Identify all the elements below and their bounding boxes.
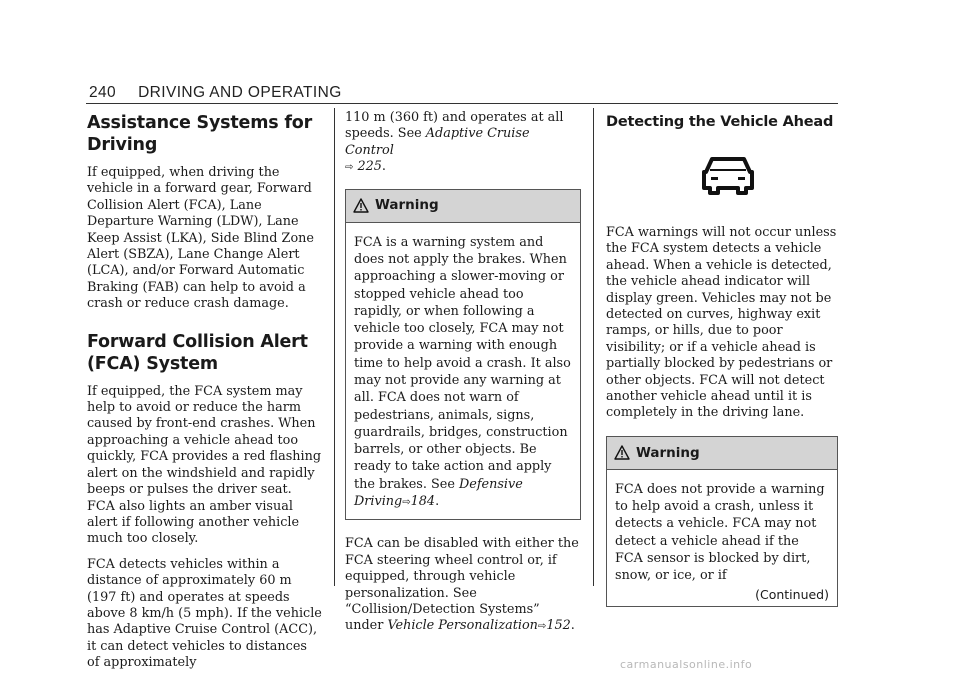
paragraph-detecting-vehicle: FCA warnings will not occur unless the FCA system detects a vehicle ahead. When a vehicle is detected, the vehicle ahead indicator will display green. Vehicles may not be detected on curves, highway exit ramps, or hills, due to poor visibility; or if a vehicle ahead is partially blocked by pedestrians or other objects. FCA will not detect another vehicle ahead until it is completely in the driving lane.: [606, 225, 837, 421]
warning-text: FCA does not provide a warning to help avoid a crash, unless it detects a vehicle. FCA may not detect a vehicle ahead if the FCA sensor is blocked by dirt, snow, or ice, or if: [615, 481, 825, 584]
column-divider-2: [593, 108, 594, 586]
warning-body: FCA is a warning system and does not apply the brakes. When approaching a slower-moving or stopped vehicle ahead too rapidly, or when following a vehicle too closely, FCA may not provide a warning with enough time to help avoid a crash. It also may not provide any warning at all. FCA does not warn of pedestrians, animals, signs, guardrails, bridges, construction barrels, or other objects. Be ready to take action and apply the brakes. See Defensive Driving⇨184.: [354, 234, 571, 510]
paragraph-fca-intro: If equipped, the FCA system may help to avoid or reduce the harm caused by front-end crashes. When approaching a vehicle ahead too quickly, FCA provides a red flashing alert on the windshield and rapidly beeps or pulses the driver seat. FCA also lights an amber visual alert if following another vehicle much too closely.: [87, 383, 322, 547]
warning-header: [346, 190, 580, 223]
watermark: carmanualsonline.info: [620, 658, 753, 671]
page-ref-225[interactable]: 225: [357, 159, 382, 175]
page-header: [89, 84, 342, 102]
warning-box-fca: [345, 189, 581, 521]
vehicle-ahead-icon: [701, 155, 755, 197]
header-rule: [86, 103, 838, 104]
page-ref-152[interactable]: 152: [546, 618, 571, 634]
page-ref-184[interactable]: 184: [410, 494, 436, 510]
column-3: [606, 110, 838, 623]
warning-triangle-icon: [353, 198, 369, 213]
page-ref-arrow-icon: ⇨: [345, 162, 354, 174]
paragraph-acc-distance: 110 m (360 ft) and operates at all speeds. See Adaptive Cruise Control ⇨ 225.: [345, 110, 564, 175]
heading-detecting-vehicle: Detecting the Vehicle Ahead: [606, 114, 834, 130]
link-adaptive-cruise-control[interactable]: Adaptive Cruise Control: [345, 126, 530, 158]
section-title: DRIVING AND OPERATING: [138, 84, 342, 101]
page-number: 240: [89, 84, 117, 101]
warning-label: Warning: [636, 444, 700, 461]
continued-label: (Continued): [755, 586, 829, 602]
heading-fca-system: Forward Collision Alert (FCA) System: [87, 331, 308, 374]
warning-body: [607, 470, 837, 606]
warning-text: FCA is a warning system and does not apply the brakes. When approaching a slower-moving or stopped vehicle ahead too rapidly, or when following a vehicle too closely, FCA may not provide a warning with enough time to help avoid a crash. It also may not provide any warning at all. FCA does not warn of pedestrians, animals, signs, guardrails, bridges, construction barrels, or other objects. Be ready to take action and apply the brakes. See: [354, 234, 571, 492]
page-ref-arrow-icon: ⇨: [537, 621, 547, 633]
column-2: [345, 110, 581, 645]
warning-header: [607, 437, 837, 470]
column-1: [87, 110, 323, 681]
heading-assistance-systems: Assistance Systems for Driving: [87, 113, 313, 155]
warning-box-sensor: [606, 436, 838, 607]
link-defensive-driving[interactable]: Defensive Driving: [354, 476, 523, 510]
warning-triangle-icon: [614, 445, 630, 460]
warning-label: Warning: [375, 197, 439, 214]
column-divider-1: [334, 108, 335, 586]
paragraph-fca-distance: FCA detects vehicles within a distance of approximately 60 m (197 ft) and operates at speeds above 8 km/h (5 mph). If the vehicle has Adaptive Cruise Control (ACC), it can detect vehicles to distances of approximately: [87, 556, 322, 671]
link-vehicle-personalization[interactable]: Vehicle Personalization: [387, 618, 538, 634]
page-ref-arrow-icon: ⇨: [402, 497, 411, 509]
paragraph-assistance-intro: If equipped, when driving the vehicle in a forward gear, Forward Collision Alert (FCA), Lane Departure Warning (LDW), Lane Keep Assist (LKA), Side Blind Zone Alert (SBZA), Lane Change Alert (LCA), and/or Forward Automatic Braking (FAB) can help to avoid a crash or reduce crash damage.: [87, 165, 314, 312]
paragraph-fca-disable: FCA can be disabled with either the FCA steering wheel control or, if equipped, through vehicle personalization. See “Collision/Detection Systems” under Vehicle Personalization⇨152.: [345, 536, 579, 634]
